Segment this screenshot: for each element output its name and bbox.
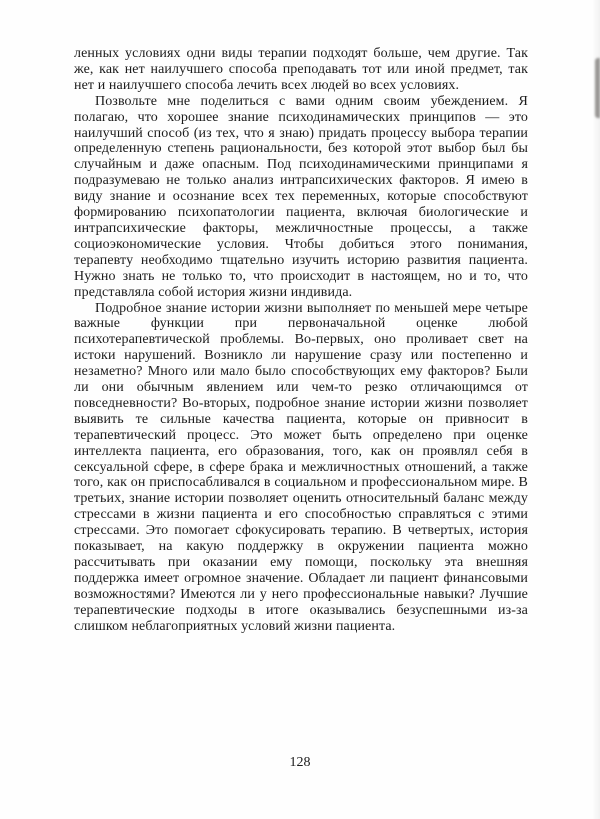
scan-edge-shading (592, 0, 600, 819)
page-number: 128 (289, 755, 311, 770)
body-text (74, 46, 528, 635)
paragraph: Позвольте мне поделиться с вами одним своим убеждением. Я полагаю, что хорошее знание психодинамических принципов — это наилучший способ (из тех, что я знаю) придать процессу выбора терапии определенную степень рациональности, без которой этот выбор был бы случайным и даже опасным. Под психодинамическими принципами я подразумеваю не только анализ интрапсихических факторов. Я имею в виду знание и осознание всех тех переменных, которые способствуют формированию психопатологии пациента, включая биологические и интрапсихические факторы, межличностные процессы, а также социоэкономические условия. Чтобы добиться этого понимания, терапевту необходимо тщательно изучить историю развития пациента. Нужно знать не только то, что происходит в настоящем, но и то, что представляла собой история жизни индивида. (74, 93, 528, 300)
scan-artifact (595, 58, 600, 118)
paragraph-continuation: ленных условиях одни виды терапии подходят больше, чем другие. Так же, как нет наилучшего способа преподавать тот или иной предмет, так нет и наилучшего способа лечить всех людей во всех условиях. (74, 46, 528, 93)
paragraph: Подробное знание истории жизни выполняет по меньшей мере четыре важные функции при первоначальной оценке любой психотерапевтической проблемы. Во-первых, оно проливает свет на истоки нарушений. Возникло ли нарушение сразу или постепенно и незаметно? Много или мало было способствующих ему факторов? Были ли они обычным явлением или чем-то резко отличающимся от повседневности? Во-вторых, подробное знание истории жизни позволяет выявить те сильные качества пациента, которые он привносит в терапевтический процесс. Это может быть определено при оценке интеллекта пациента, его образования, того, как он проявлял себя в сексуальной сфере, в сфере брака и межличностных отношений, а также того, как он приспосабливался в социальном и профессиональном мире. В третьих, знание истории позволяет оценить относительный баланс между стрессами в жизни пациента и его способностью справляться с этими стрессами. Это помогает сфокусировать терапию. В четвертых, история показывает, на какую поддержку в окружении пациента можно рассчитывать при оказании ему помощи, поскольку эта внешняя поддержка имеет огромное значение. Обладает ли пациент финансовыми возможностями? Имеются ли у него профессиональные навыки? Лучшие терапевтические подходы в итоге оказывались безуспешными из-за слишком неблагоприятных условий жизни пациента. (74, 300, 528, 634)
